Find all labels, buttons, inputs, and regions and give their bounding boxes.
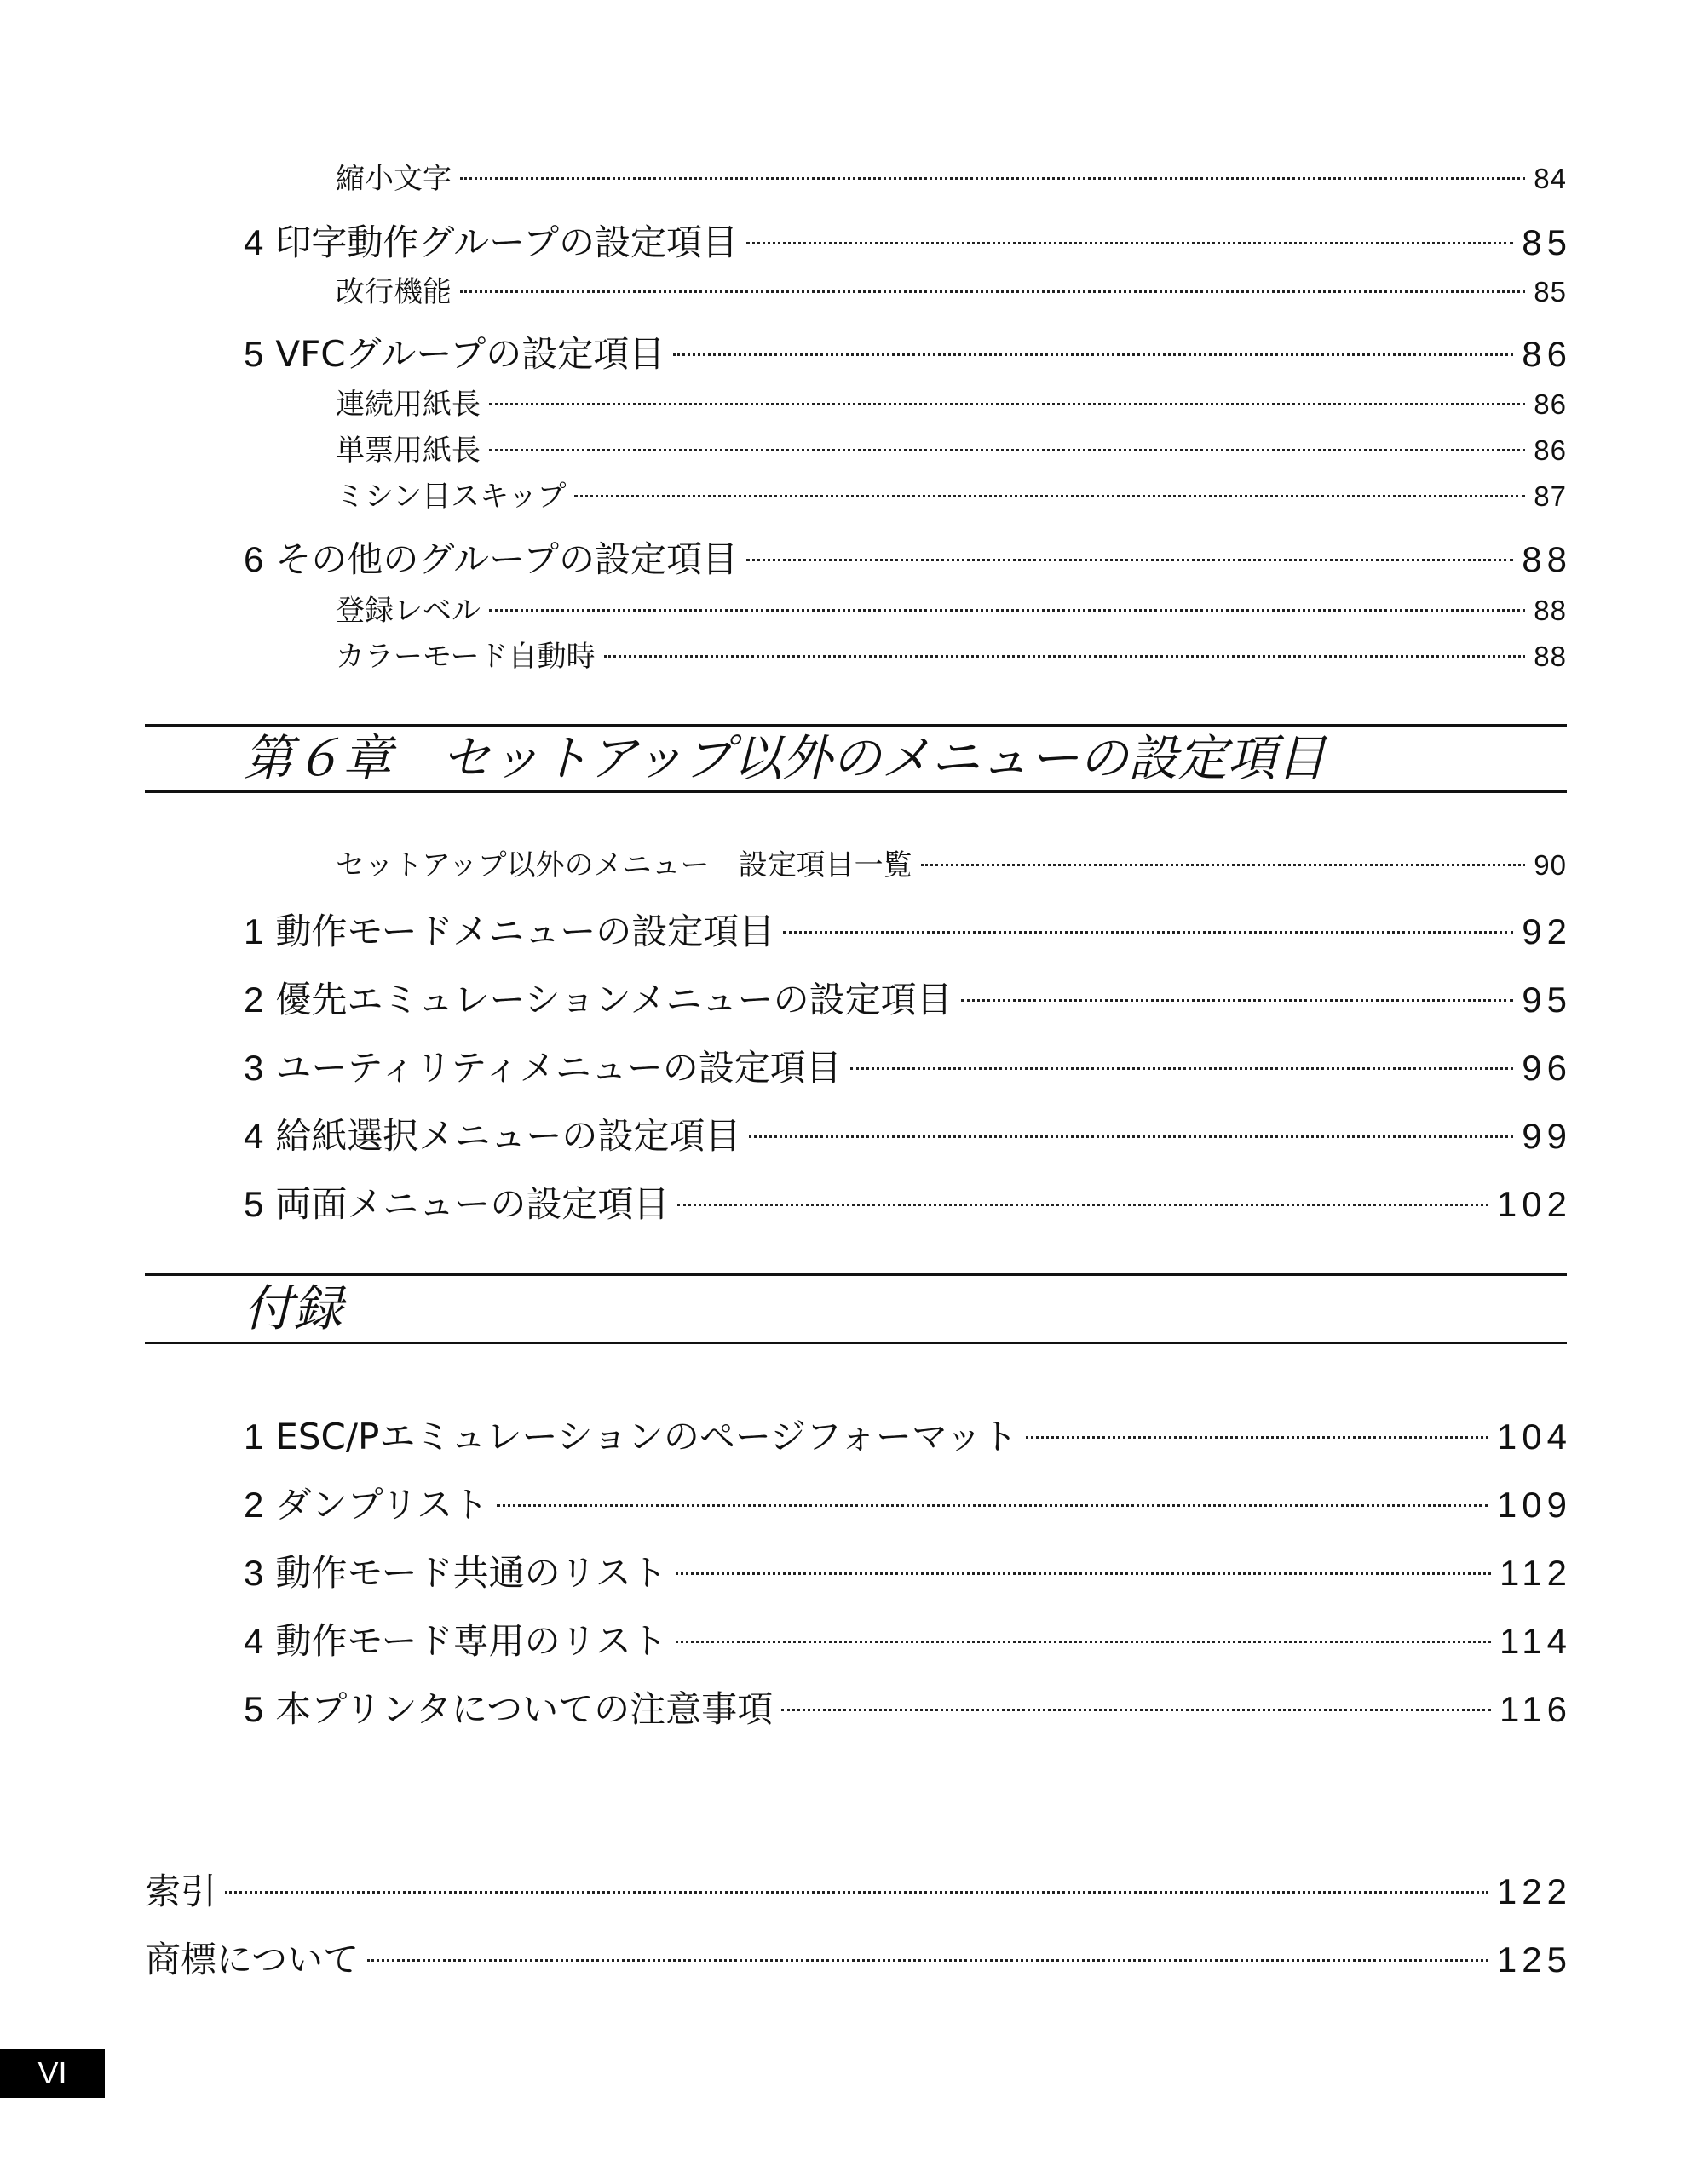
toc-section-number: 5 bbox=[244, 1689, 264, 1729]
toc-entry-page: 86 bbox=[1534, 388, 1567, 420]
toc-section-page: 92 bbox=[1522, 911, 1572, 951]
toc-trademark-page: 125 bbox=[1496, 1940, 1572, 1980]
toc-section-number: 4 bbox=[244, 1116, 264, 1156]
toc-section-page: 95 bbox=[1522, 980, 1572, 1020]
toc-section-page: 88 bbox=[1522, 539, 1572, 579]
leader-dots bbox=[489, 449, 1525, 451]
toc-entry-label: 連続用紙長 bbox=[336, 388, 481, 422]
toc-section-label: 優先エミュレーションメニューの設定項目 bbox=[275, 979, 953, 1020]
appendix-title: 付録 bbox=[244, 1279, 343, 1337]
leader-dots bbox=[676, 1641, 1491, 1643]
toc-section-entry[interactable] bbox=[244, 215, 1572, 266]
leader-dots bbox=[921, 864, 1526, 866]
toc-section-entry[interactable] bbox=[244, 1681, 1572, 1733]
leader-dots bbox=[1026, 1436, 1488, 1439]
toc-section-page: 114 bbox=[1500, 1621, 1572, 1661]
toc-section-entry[interactable] bbox=[244, 1040, 1572, 1091]
toc-entry[interactable] bbox=[336, 268, 1567, 310]
toc-entry-page: 85 bbox=[1534, 276, 1567, 307]
toc-entry-label: 改行機能 bbox=[336, 275, 452, 309]
toc-section-label: その他のグループの設定項目 bbox=[275, 538, 739, 580]
leader-dots bbox=[749, 1135, 1513, 1138]
leader-dots bbox=[677, 1204, 1488, 1206]
toc-section-number: 2 bbox=[244, 980, 264, 1020]
toc-section-number: 3 bbox=[244, 1048, 264, 1088]
toc-section-number: 5 bbox=[244, 334, 264, 374]
chapter-title: 第６章 セットアップ以外のメニューの設定項目 bbox=[244, 729, 1327, 787]
toc-section-entry[interactable] bbox=[244, 1545, 1572, 1596]
leader-dots bbox=[574, 495, 1525, 497]
toc-entry-page: 88 bbox=[1534, 595, 1567, 626]
toc-section-page: 112 bbox=[1500, 1553, 1572, 1593]
leader-dots bbox=[225, 1891, 1488, 1894]
toc-index-label: 索引 bbox=[145, 1871, 217, 1912]
toc-entry-label: ミシン目スキップ bbox=[336, 480, 567, 514]
toc-entry-label: カラーモード自動時 bbox=[336, 640, 596, 674]
toc-section-entry[interactable] bbox=[244, 1176, 1572, 1227]
leader-dots bbox=[850, 1067, 1513, 1070]
toc-section-label: 給紙選択メニューの設定項目 bbox=[275, 1115, 741, 1157]
toc-entry-label: 登録レベル bbox=[336, 594, 481, 628]
toc-section-number: 1 bbox=[244, 1417, 264, 1457]
leader-dots bbox=[604, 655, 1526, 658]
leader-dots bbox=[676, 1572, 1491, 1575]
leader-dots bbox=[781, 1709, 1491, 1711]
toc-section-page: 104 bbox=[1496, 1417, 1572, 1457]
toc-entry-label: 単票用紙長 bbox=[336, 434, 481, 468]
toc-section-label: 動作モード共通のリスト bbox=[275, 1552, 667, 1594]
toc-section-page: 86 bbox=[1522, 334, 1572, 374]
toc-section-entry[interactable] bbox=[244, 1613, 1572, 1664]
toc-section-number: 5 bbox=[244, 1184, 264, 1224]
toc-section-entry[interactable] bbox=[244, 972, 1572, 1023]
toc-section-page: 109 bbox=[1496, 1485, 1572, 1525]
toc-section-number: 4 bbox=[244, 1621, 264, 1661]
toc-section-number: 1 bbox=[244, 911, 264, 951]
toc-trademark-entry[interactable] bbox=[145, 1932, 1572, 1983]
leader-dots bbox=[460, 290, 1525, 293]
toc-entry[interactable] bbox=[336, 155, 1567, 197]
toc-section-label: 動作モードメニューの設定項目 bbox=[275, 911, 775, 952]
toc-entry-page: 90 bbox=[1534, 849, 1567, 881]
toc-section-label: 印字動作グループの設定項目 bbox=[275, 221, 739, 263]
toc-entry[interactable] bbox=[336, 587, 1567, 629]
toc-section-number: 2 bbox=[244, 1485, 264, 1525]
toc-entry-label: セットアップ以外のメニュー 設定項目一覧 bbox=[336, 848, 912, 882]
toc-section-label: ユーティリティメニューの設定項目 bbox=[275, 1047, 842, 1089]
toc-section-entry[interactable] bbox=[244, 326, 1572, 377]
toc-section-number: 3 bbox=[244, 1553, 264, 1593]
leader-dots bbox=[489, 403, 1525, 405]
leader-dots bbox=[497, 1504, 1488, 1507]
chapter-heading bbox=[145, 724, 1567, 793]
toc-entry-page: 87 bbox=[1534, 480, 1567, 512]
toc-section-page: 116 bbox=[1500, 1689, 1572, 1729]
leader-dots bbox=[367, 1959, 1488, 1962]
appendix-heading bbox=[145, 1273, 1567, 1344]
toc-section-label: 動作モード専用のリスト bbox=[275, 1620, 667, 1662]
toc-section-entry[interactable] bbox=[244, 1108, 1572, 1159]
toc-section-number: 4 bbox=[244, 222, 264, 262]
toc-section-number: 6 bbox=[244, 539, 264, 579]
toc-trademark-label: 商標について bbox=[145, 1939, 360, 1980]
toc-entry-page: 86 bbox=[1534, 434, 1567, 466]
toc-entry[interactable] bbox=[336, 473, 1567, 514]
toc-section-label: VFCグループの設定項目 bbox=[275, 333, 665, 375]
toc-entry[interactable] bbox=[336, 427, 1567, 468]
toc-section-label: ESC/Pエミュレーションのページフォーマット bbox=[275, 1416, 1018, 1457]
toc-section-page: 96 bbox=[1522, 1048, 1572, 1088]
toc-index-entry[interactable] bbox=[145, 1864, 1572, 1915]
toc-entry[interactable] bbox=[336, 842, 1567, 883]
leader-dots bbox=[746, 559, 1513, 561]
leader-dots bbox=[673, 353, 1513, 356]
toc-section-page: 99 bbox=[1522, 1116, 1572, 1156]
toc-entry-page: 88 bbox=[1534, 641, 1567, 672]
toc-section-label: 本プリンタについての注意事項 bbox=[275, 1688, 774, 1730]
toc-entry[interactable] bbox=[336, 381, 1567, 422]
leader-dots bbox=[961, 999, 1514, 1002]
toc-index-page: 122 bbox=[1496, 1871, 1572, 1911]
toc-section-label: 両面メニューの設定項目 bbox=[275, 1183, 670, 1225]
toc-entry-page: 84 bbox=[1534, 163, 1567, 194]
page-number: VI bbox=[0, 2049, 105, 2098]
leader-dots bbox=[489, 609, 1525, 612]
toc-section-page: 102 bbox=[1496, 1184, 1572, 1224]
toc-section-entry[interactable] bbox=[244, 1409, 1572, 1460]
toc-section-page: 85 bbox=[1522, 222, 1572, 262]
leader-dots bbox=[460, 177, 1525, 180]
toc-section-label: ダンプリスト bbox=[275, 1484, 489, 1526]
toc-entry[interactable] bbox=[336, 633, 1567, 675]
toc-section-entry[interactable] bbox=[244, 1477, 1572, 1528]
toc-entry-label: 縮小文字 bbox=[336, 162, 452, 196]
leader-dots bbox=[746, 242, 1513, 244]
toc-section-entry[interactable] bbox=[244, 532, 1572, 583]
toc-section-entry[interactable] bbox=[244, 904, 1572, 955]
leader-dots bbox=[783, 931, 1513, 934]
